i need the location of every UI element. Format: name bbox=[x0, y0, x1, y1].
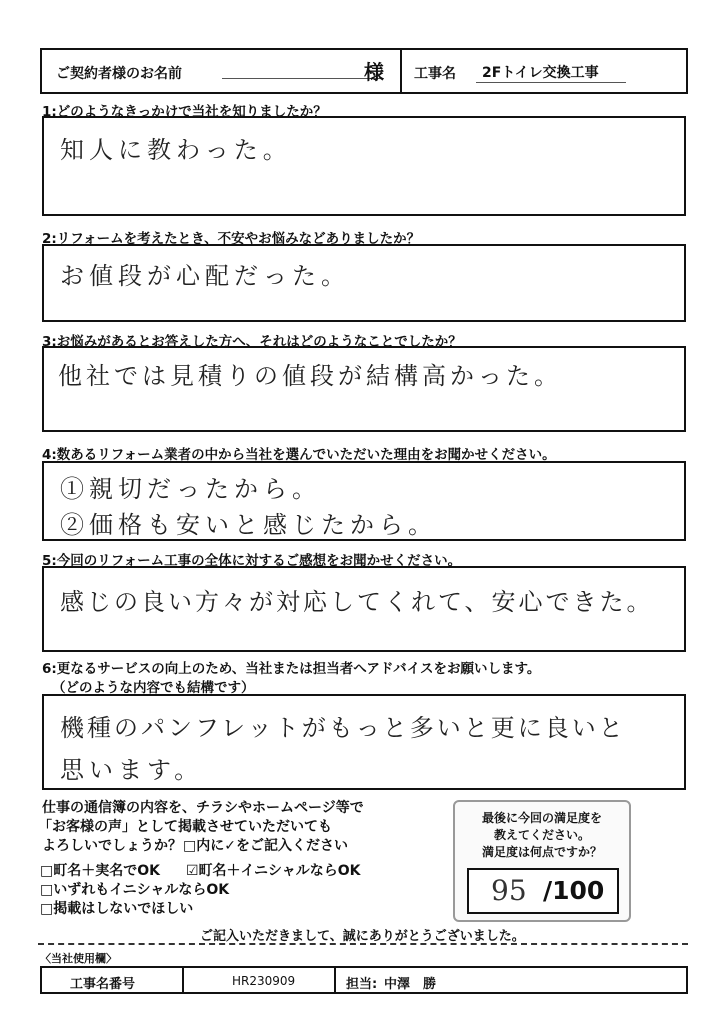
answer-box-1[interactable] bbox=[42, 116, 686, 216]
customer-name-field[interactable] bbox=[222, 78, 382, 79]
header-box bbox=[40, 48, 688, 94]
satisfaction-panel bbox=[453, 800, 631, 922]
question-2-label: 2:リフォームを考えたとき、不安やお悩みなどありましたか？ bbox=[42, 231, 421, 247]
project-label: 工事名 bbox=[414, 66, 456, 82]
answer-4-line-2: ②価格も安いと感じたから。 bbox=[60, 511, 437, 539]
consent-option-all-initials[interactable]: □いずれもイニシャルならOK bbox=[40, 882, 230, 898]
score-box[interactable] bbox=[467, 868, 619, 914]
dashed-divider bbox=[38, 943, 688, 945]
satisfaction-prompt-line-2: 教えてください。 bbox=[493, 828, 590, 842]
consent-option-real-name[interactable]: □町名＋実名でOK bbox=[40, 863, 160, 879]
question-4-label: 4:数あるリフォーム業者の中から当社を選んでいただいた理由をお聞かせください。 bbox=[42, 447, 556, 463]
project-number-label: 工事名番号 bbox=[70, 977, 136, 992]
header-divider bbox=[400, 50, 402, 92]
staff-name: 中澤 勝 bbox=[384, 977, 437, 992]
office-divider-1 bbox=[182, 968, 184, 992]
satisfaction-prompt-line-3: 満足度は何点ですか？ bbox=[481, 845, 602, 859]
honorific: 様 bbox=[364, 60, 384, 84]
answer-2-text: お値段が心配だった。 bbox=[60, 262, 350, 290]
consent-line-2: 「お客様の声」として掲載させていただいても bbox=[38, 819, 332, 835]
question-6-label: 6:更なるサービスの向上のため、当社または担当者へアドバイスをお願いします。 bbox=[42, 661, 541, 677]
score-value: 95 bbox=[491, 874, 527, 907]
staff-label: 担当: bbox=[346, 977, 378, 992]
answer-4-line-1: ①親切だったから。 bbox=[60, 475, 321, 503]
answer-1-text: 知人に教わった。 bbox=[60, 136, 292, 164]
consent-line-1: 仕事の通信簿の内容を、チラシやホームページ等で bbox=[42, 800, 364, 816]
satisfaction-prompt-line-1: 最後に今回の満足度を bbox=[481, 811, 602, 825]
answer-box-6[interactable] bbox=[42, 694, 686, 790]
question-3-label: 3:お悩みがあるとお答えした方へ、それはどのようなことでしたか？ bbox=[42, 334, 462, 350]
consent-option-initials-ok[interactable]: ☑町名＋イニシャルならOK bbox=[186, 863, 361, 879]
answer-box-5[interactable] bbox=[42, 566, 686, 652]
thanks-message: ご記入いただきまして、誠にありがとうございました。 bbox=[200, 929, 525, 944]
project-number-value: HR230909 bbox=[232, 974, 296, 988]
project-name: 2Fトイレ交換工事 bbox=[482, 65, 599, 81]
answer-box-3[interactable] bbox=[42, 346, 686, 432]
question-5-label: 5:今回のリフォーム工事の全体に対するご感想をお聞かせください。 bbox=[42, 553, 462, 569]
answer-6-line-2: 思います。 bbox=[60, 756, 204, 784]
satisfaction-prompt bbox=[455, 810, 629, 861]
office-use-label: 〈当社使用欄〉 bbox=[40, 952, 117, 965]
consent-option-no-publish[interactable]: □掲載はしないでほしい bbox=[40, 901, 194, 917]
answer-3-text: 他社では見積りの値段が結構高かった。 bbox=[58, 362, 562, 390]
office-use-table bbox=[40, 966, 688, 994]
project-underline bbox=[476, 82, 626, 83]
answer-box-4[interactable] bbox=[42, 461, 686, 541]
consent-line-3: よろしいでしょうか？ bbox=[42, 838, 182, 854]
consent-instruction: □内に✓をご記入ください bbox=[183, 838, 348, 854]
score-max: /100 bbox=[543, 876, 605, 905]
office-divider-2 bbox=[334, 968, 336, 992]
answer-5-text: 感じの良い方々が対応してくれて、安心できた。 bbox=[60, 588, 654, 616]
answer-6-line-1: 機種のパンフレットがもっと多いと更に良いと bbox=[60, 714, 626, 742]
answer-box-2[interactable] bbox=[42, 244, 686, 322]
question-1-label: 1:どのようなきっかけで当社を知りましたか？ bbox=[42, 104, 327, 120]
question-6-sublabel: （どのような内容でも結構です） bbox=[52, 680, 255, 696]
customer-name-label: ご契約者様のお名前 bbox=[56, 66, 182, 82]
